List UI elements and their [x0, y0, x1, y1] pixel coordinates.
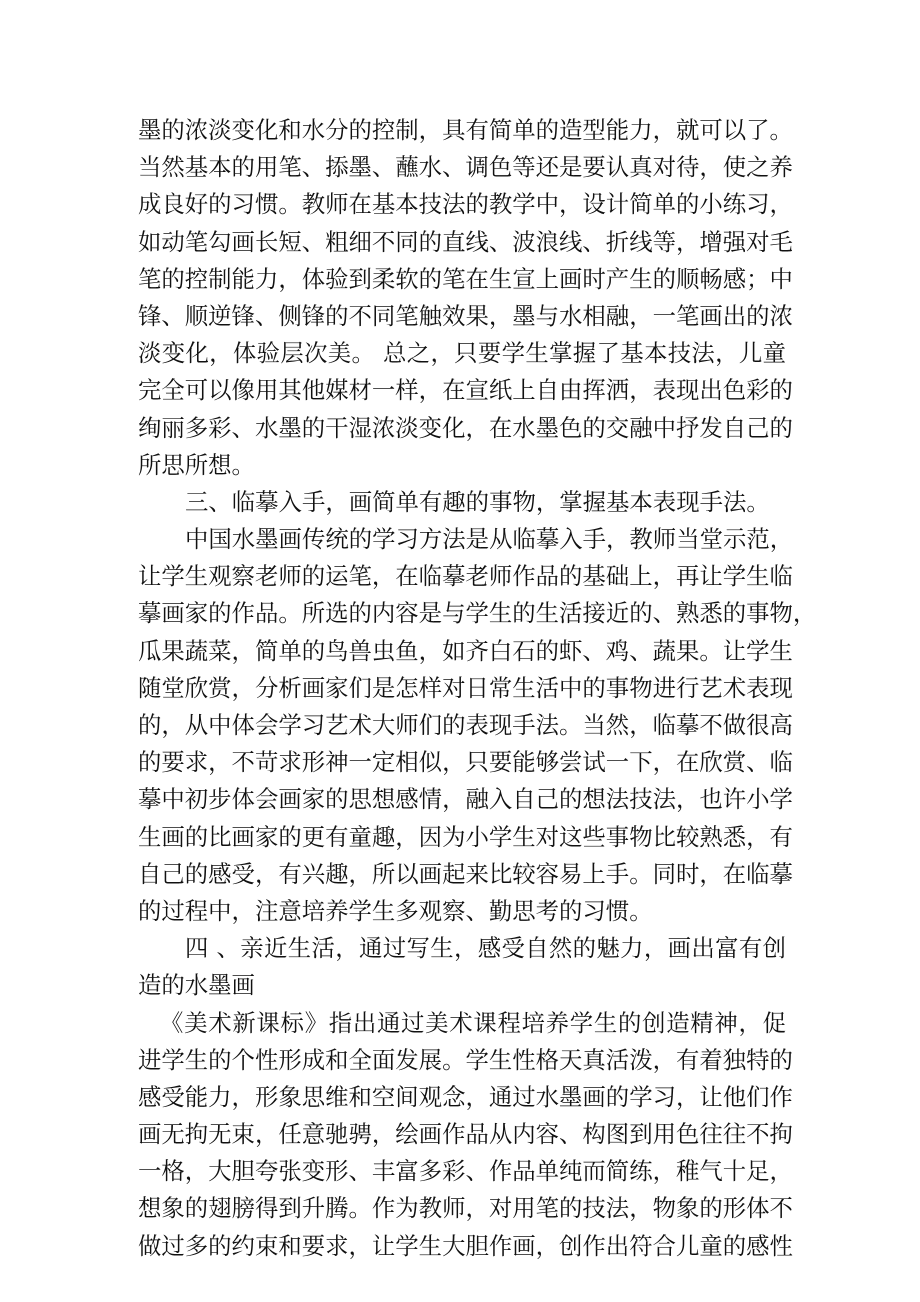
section-heading-4: 四 、亲近生活，通过写生，感受自然的魅力，画出富有创	[185, 934, 786, 963]
text-line: 瓜果蔬菜，简单的鸟兽虫鱼，如齐白石的虾、鸡、蔬果。让学生	[138, 636, 793, 665]
text-line: 画无拘无束，任意驰骋，绘画作品从内容、构图到用色往往不拘	[138, 1120, 793, 1149]
text-line: 如动笔勾画长短、粗细不同的直线、波浪线、折线等，增强对毛	[138, 227, 793, 256]
document-body	[138, 112, 817, 1265]
text-line: 自己的感受，有兴趣，所以画起来比较容易上手。同时，在临摹	[138, 859, 793, 888]
text-line: 笔的控制能力，体验到柔软的笔在生宣上画时产生的顺畅感；中	[138, 264, 793, 293]
text-line: 想象的翅膀得到升腾。作为教师，对用笔的技法，物象的形体不	[138, 1194, 793, 1223]
text-line: 墨的浓淡变化和水分的控制，具有简单的造型能力，就可以了。	[138, 116, 793, 144]
text-line: 感受能力，形象思维和空间观念，通过水墨画的学习，让他们作	[138, 1082, 793, 1111]
text-line: 一格，大胆夸张变形、丰富多彩、作品单纯而简练，稚气十足，	[138, 1157, 793, 1186]
text-line: 完全可以像用其他媒材一样，在宣纸上自由挥洒，表现出色彩的	[138, 376, 793, 405]
text-line: 淡变化，体验层次美。 总之，只要学生掌握了基本技法，儿童	[138, 339, 786, 368]
text-line: 造的水墨画	[138, 971, 255, 1000]
text-line: 摹中初步体会画家的思想感情，融入自己的想法技法，也许小学	[138, 785, 793, 814]
text-line: 中国水墨画传统的学习方法是从临摹入手，教师当堂示范，	[185, 525, 794, 554]
text-line: 成良好的习惯。教师在基本技法的教学中，设计简单的小练习，	[138, 190, 793, 219]
text-line: 的，从中体会学习艺术大师们的表现手法。当然，临摹不做很高	[138, 711, 793, 739]
text-line: 做过多的约束和要求，让学生大胆作画，创作出符合儿童的感性	[138, 1231, 793, 1260]
text-line: 锋、顺逆锋、侧锋的不同笔触效果，墨与水相融，一笔画出的浓	[138, 301, 793, 330]
text-line: 生画的比画家的更有童趣，因为小学生对这些事物比较熟悉，有	[138, 822, 793, 851]
text-line: 进学生的个性形成和全面发展。学生性格天真活泼，有着独特的	[138, 1045, 793, 1074]
text-line: 《美术新课标》指出通过美术课程培养学生的创造精神，促	[160, 1008, 786, 1037]
text-line: 所思所想。	[138, 450, 255, 479]
text-line: 的要求，不苛求形神一定相似，只要能够尝试一下，在欣赏、临	[138, 748, 793, 777]
text-line: 的过程中，注意培养学生多观察、勤思考的习惯。	[138, 896, 653, 925]
text-line: 当然基本的用笔、掭墨、蘸水、调色等还是要认真对待，使之养	[138, 153, 793, 182]
section-heading-3: 三、临摹入手，画简单有趣的事物，掌握基本表现手法。	[185, 487, 770, 516]
text-line: 让学生观察老师的运笔，在临摹老师作品的基础上，再让学生临	[138, 562, 793, 591]
text-line: 摹画家的作品。所选的内容是与学生的生活接近的、熟悉的事物，	[138, 599, 817, 628]
text-line: 随堂欣赏，分析画家们是怎样对日常生活中的事物进行艺术表现	[138, 673, 793, 702]
text-line: 绚丽多彩、水墨的干湿浓淡变化，在水墨色的交融中抒发自己的	[138, 413, 793, 442]
